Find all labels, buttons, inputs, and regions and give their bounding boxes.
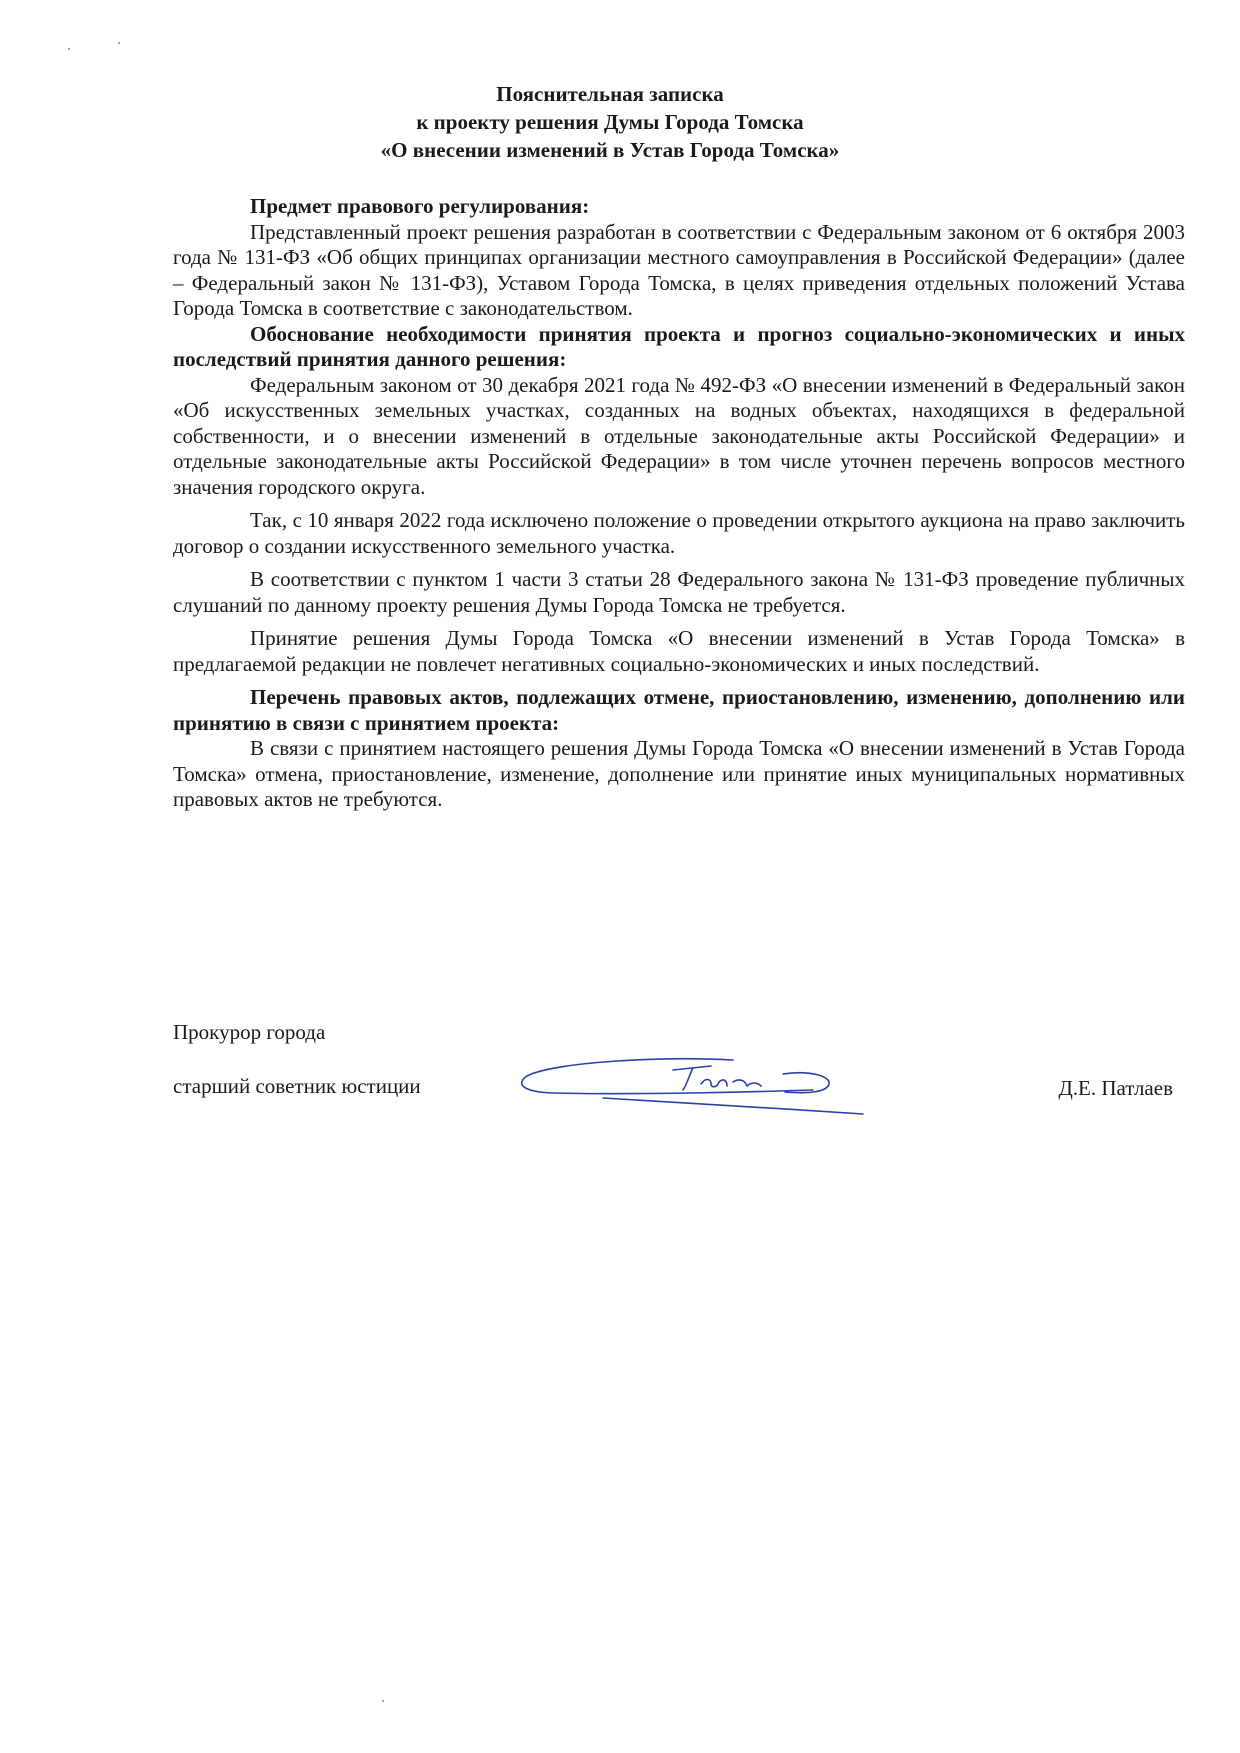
scan-speck	[68, 48, 70, 50]
signature-block	[173, 1020, 1185, 1140]
acts-paragraph: В связи с принятием настоящего решения Думы Города Томска «О внесении изменений в Устав Города Томска» отмена, приостановление, изменение, дополнение или принятие иных муниципальных нормативных правовых актов не требуются.	[173, 736, 1185, 811]
justification-paragraph-3: В соответствии с пунктом 1 части 3 статьи 28 Федерального закона № 131-ФЗ проведение публичных слушаний по данному проекту решения Думы Города Томска не требуется.	[173, 567, 1185, 617]
signer-position: Прокурор города	[173, 1020, 326, 1044]
justification-paragraph-2: Так, с 10 января 2022 года исключено положение о проведении открытого аукциона на право заключить договор о создании искусственного земельного участка.	[173, 508, 1185, 558]
justification-paragraph-1: Федеральным законом от 30 декабря 2021 года № 492-ФЗ «О внесении изменений в Федеральный закон «Об искусственных земельных участках, созданных на водных объектах, находящихся в федеральной собственности, и о внесении изменений в отдельные законодательные акты Российской Федерации» и отдельные законодательные акты Российской Федерации» в том числе уточнен перечень вопросов местного значения городского округа.	[173, 372, 1185, 499]
signer-rank: старший советник юстиции	[173, 1074, 421, 1098]
justification-paragraph-4: Принятие решения Думы Города Томска «О внесении изменений в Устав Города Томска» в предлагаемой редакции не повлечет негативных социально-экономических и иных последствий.	[173, 626, 1185, 676]
document-title	[160, 80, 1060, 164]
title-line-3: «О внесении изменений в Устав Города Томска»	[380, 138, 840, 162]
title-line-1: Пояснительная записка	[496, 82, 724, 106]
justification-heading: Обоснование необходимости принятия проекта и прогноз социально-экономических и иных последствий принятия данного решения:	[173, 321, 1185, 371]
document-body	[173, 194, 1185, 813]
subject-heading: Предмет правового регулирования:	[250, 194, 590, 218]
title-line-2: к проекту решения Думы Города Томска	[416, 110, 804, 134]
signer-name: Д.Е. Патлаев	[1058, 1076, 1173, 1100]
subject-paragraph: Представленный проект решения разработан в соответствии с Федеральным законом от 6 октября 2003 года № 131-ФЗ «Об общих принципах организации местного самоуправления в Российской Федерации» (далее – Федеральный закон № 131-ФЗ), Уставом Города Томска, в целях приведения отдельных положений Устава Города Томска в соответствие с законодательством.	[173, 219, 1185, 320]
acts-heading: Перечень правовых актов, подлежащих отмене, приостановлению, изменению, дополнению или принятию в связи с принятием проекта:	[173, 685, 1185, 735]
scan-speck	[382, 1700, 384, 1702]
scan-speck	[118, 42, 120, 44]
handwritten-signature	[513, 1042, 873, 1122]
